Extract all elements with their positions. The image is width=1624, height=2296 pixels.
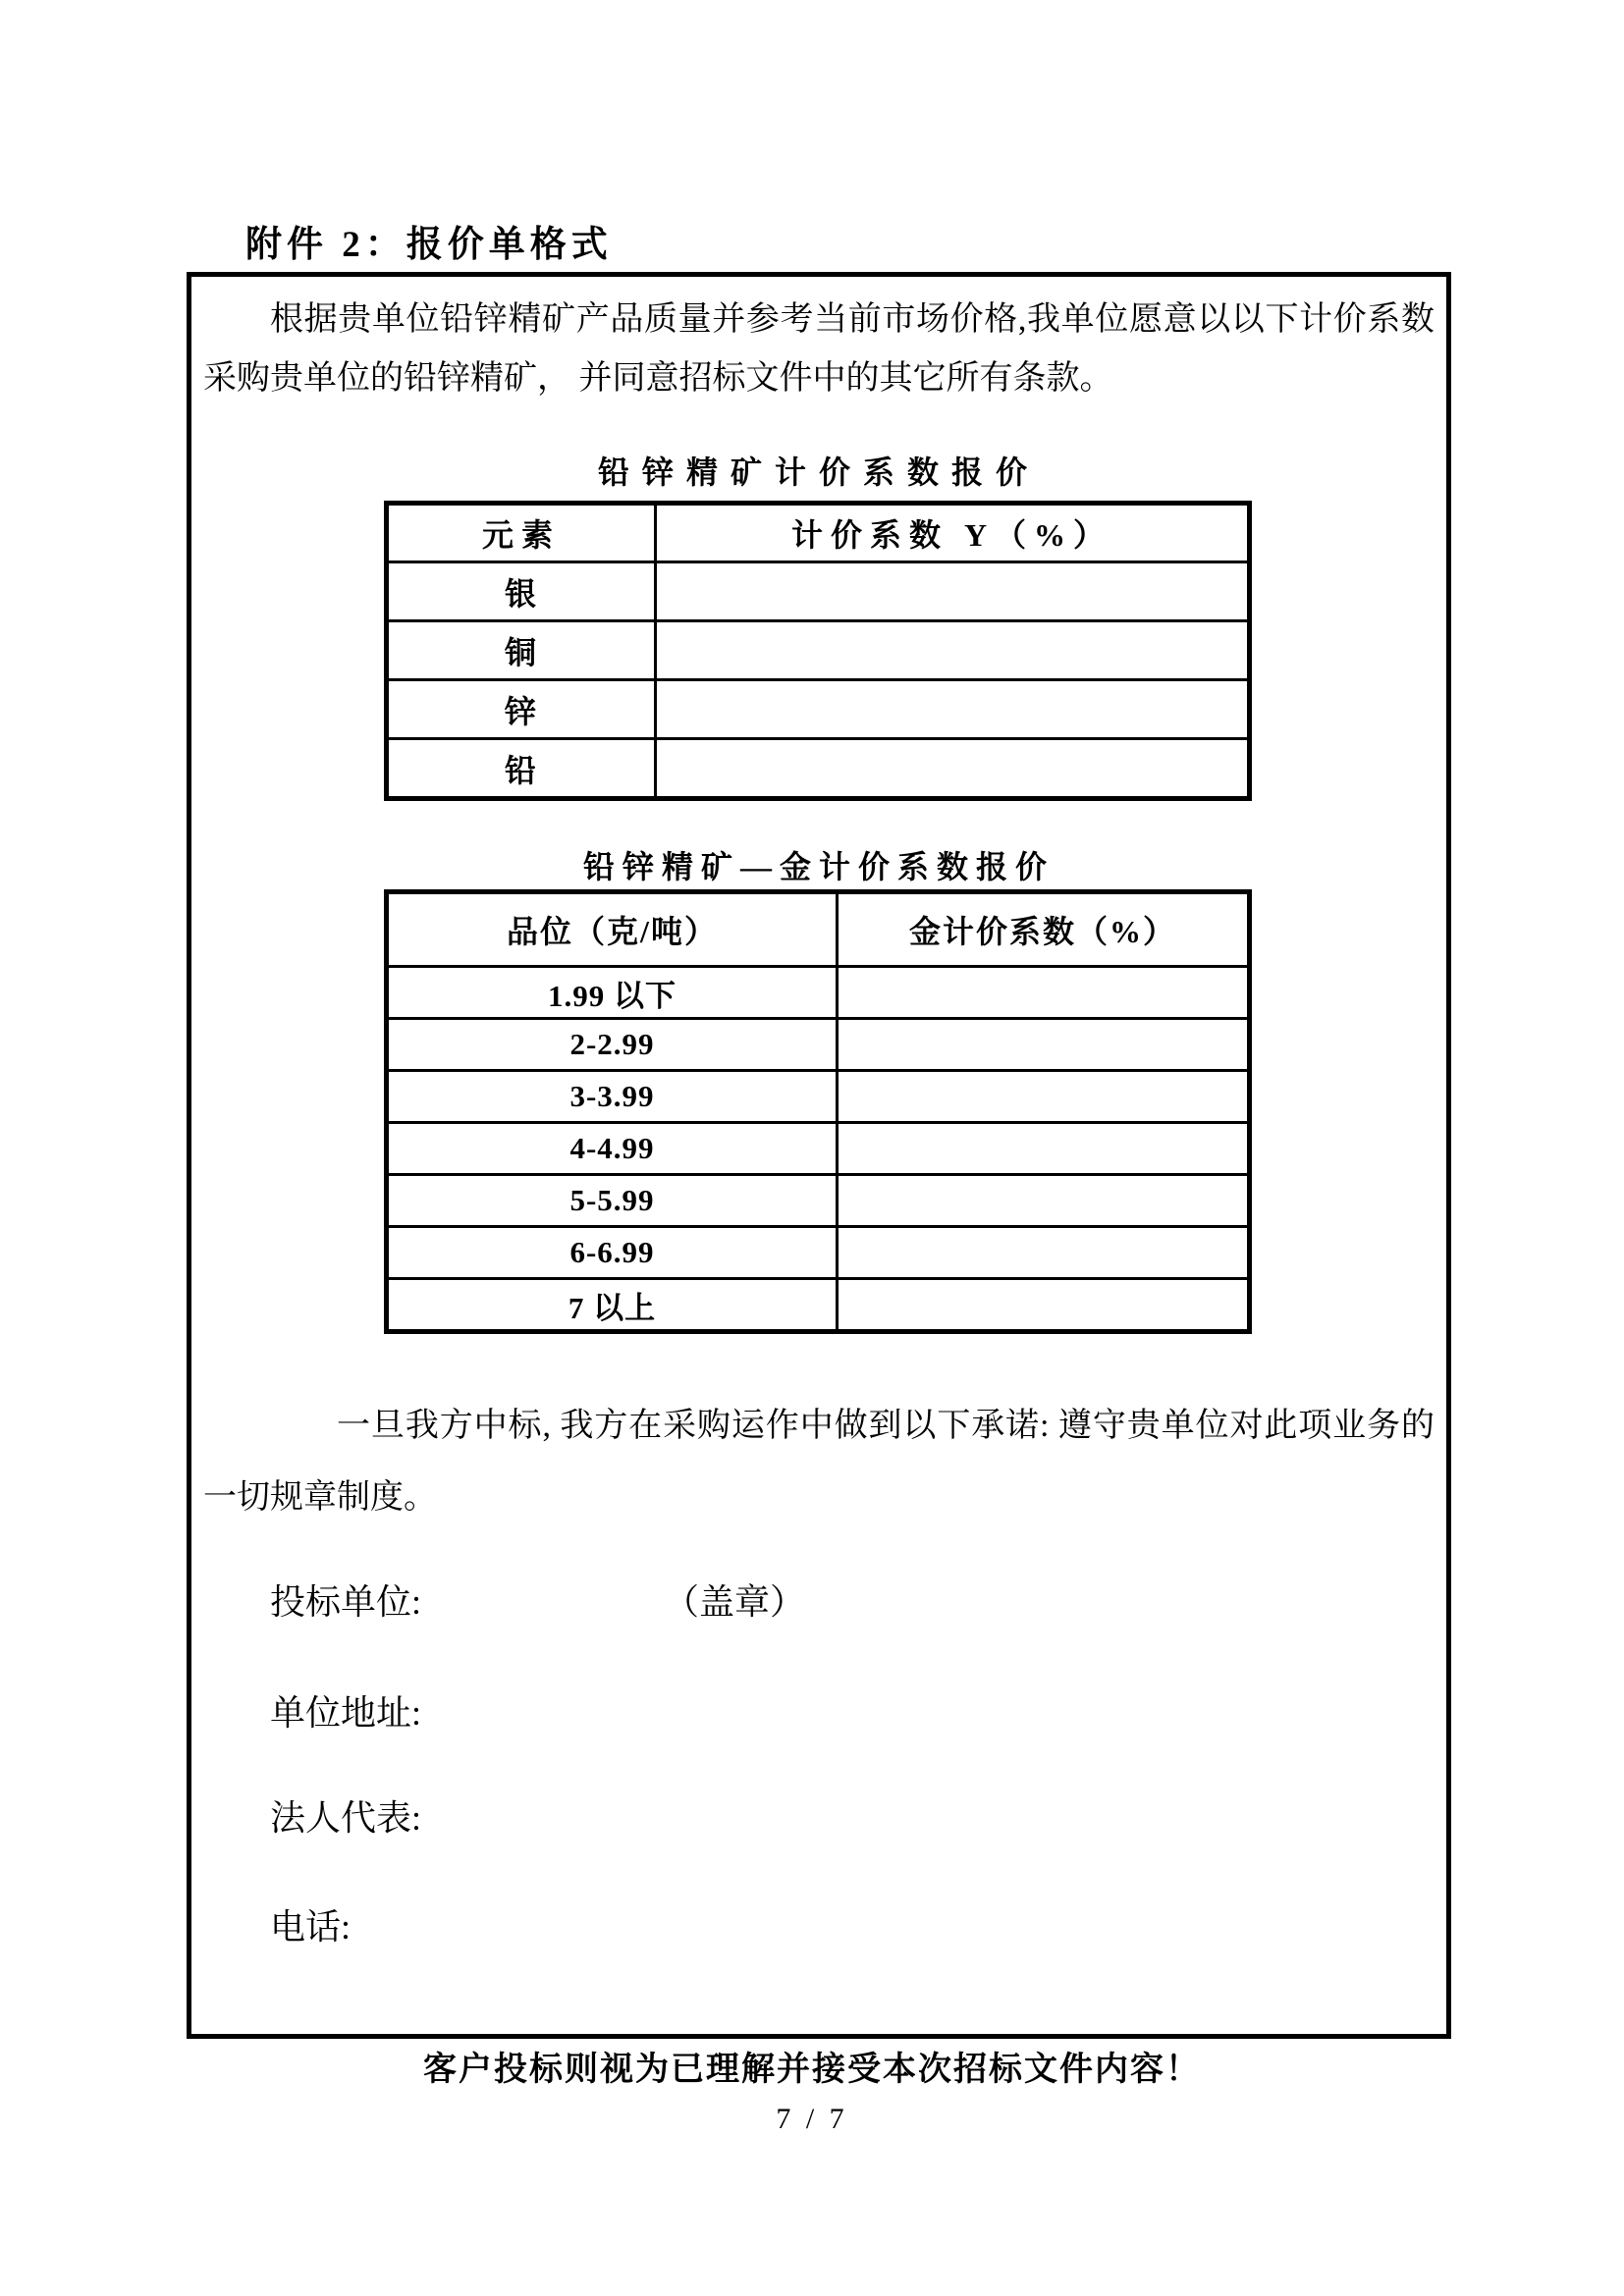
table2-row: [387, 1175, 1250, 1227]
seal-label: （盖章）: [664, 1582, 806, 1622]
gold-coefficient-table: [384, 889, 1252, 1334]
grade-label-cell: 2-2.99: [387, 1019, 838, 1071]
grade-label-cell: 6-6.99: [387, 1227, 838, 1279]
gold-coefficient-value-cell: [838, 1227, 1250, 1279]
gold-coefficient-value-cell: [838, 1071, 1250, 1123]
table2-row: [387, 1071, 1250, 1123]
gold-coefficient-value-cell: [838, 967, 1250, 1019]
table1-title: 铅锌精矿计价系数报价: [597, 454, 1040, 490]
element-label-cell: 铜: [387, 621, 656, 680]
table2-row: [387, 1019, 1250, 1071]
table2-row: [387, 1279, 1250, 1332]
table1-header-coefficient: 计价系数 Y（%）: [656, 504, 1250, 562]
table2-header-gold-coefficient: 金计价系数（%）: [838, 892, 1250, 967]
address-label: 单位地址:: [270, 1693, 422, 1733]
table1-row: [387, 680, 1250, 739]
table2-row: [387, 1123, 1250, 1175]
signature-line-phone: [270, 1899, 351, 1949]
intro-paragraph: 根据贵单位铅锌精矿产品质量并参考当前市场价格,我单位愿意以以下计价系数采购贵单位的铅锌精矿， 并同意招标文件中的其它所有条款。: [203, 301, 1435, 397]
table2-row: [387, 967, 1250, 1019]
quotation-form-box: [187, 272, 1451, 2039]
grade-label-cell: 4-4.99: [387, 1123, 838, 1175]
commitment-paragraph: 一旦我方中标, 我方在采购运作中做到以下承诺: 遵守贵单位对此项业务的一切规章制度。: [203, 1408, 1435, 1516]
gold-coefficient-value-cell: [838, 1019, 1250, 1071]
table1-header-element: 元素: [387, 504, 656, 562]
footer-note: 客户投标则视为已理解并接受本次招标文件内容！: [423, 2052, 1201, 2088]
phone-label: 电话:: [270, 1907, 352, 1947]
attachment-title: 附件 2：报价单格式: [245, 225, 613, 265]
table2-row: [387, 1227, 1250, 1279]
gold-coefficient-value-cell: [838, 1279, 1250, 1332]
page-number: 7 / 7: [776, 2103, 848, 2135]
grade-label-cell: 7 以上: [387, 1279, 838, 1332]
table1-header-row: [387, 504, 1250, 562]
pricing-coefficient-table: [384, 501, 1252, 801]
table1-row: [387, 562, 1250, 621]
legal-rep-label: 法人代表:: [270, 1798, 422, 1838]
coefficient-value-cell: [656, 680, 1250, 739]
coefficient-value-cell: [656, 739, 1250, 799]
gold-coefficient-value-cell: [838, 1175, 1250, 1227]
element-label-cell: 铅: [387, 739, 656, 799]
gold-coefficient-value-cell: [838, 1123, 1250, 1175]
table2-header-grade: 品位（克/吨）: [387, 892, 838, 967]
table1-row: [387, 621, 1250, 680]
element-label-cell: 银: [387, 562, 656, 621]
element-label-cell: 锌: [387, 680, 656, 739]
coefficient-value-cell: [656, 621, 1250, 680]
coefficient-value-cell: [656, 562, 1250, 621]
table1-row: [387, 739, 1250, 799]
signature-line-bidder: [270, 1575, 805, 1625]
bidder-label: 投标单位:: [270, 1582, 422, 1622]
signature-line-legal-rep: [270, 1790, 421, 1841]
grade-label-cell: 1.99 以下: [387, 967, 838, 1019]
grade-label-cell: 5-5.99: [387, 1175, 838, 1227]
table2-title: 铅锌精矿—金计价系数报价: [582, 849, 1055, 884]
grade-label-cell: 3-3.99: [387, 1071, 838, 1123]
signature-line-address: [270, 1685, 421, 1735]
table2-header-row: [387, 892, 1250, 967]
